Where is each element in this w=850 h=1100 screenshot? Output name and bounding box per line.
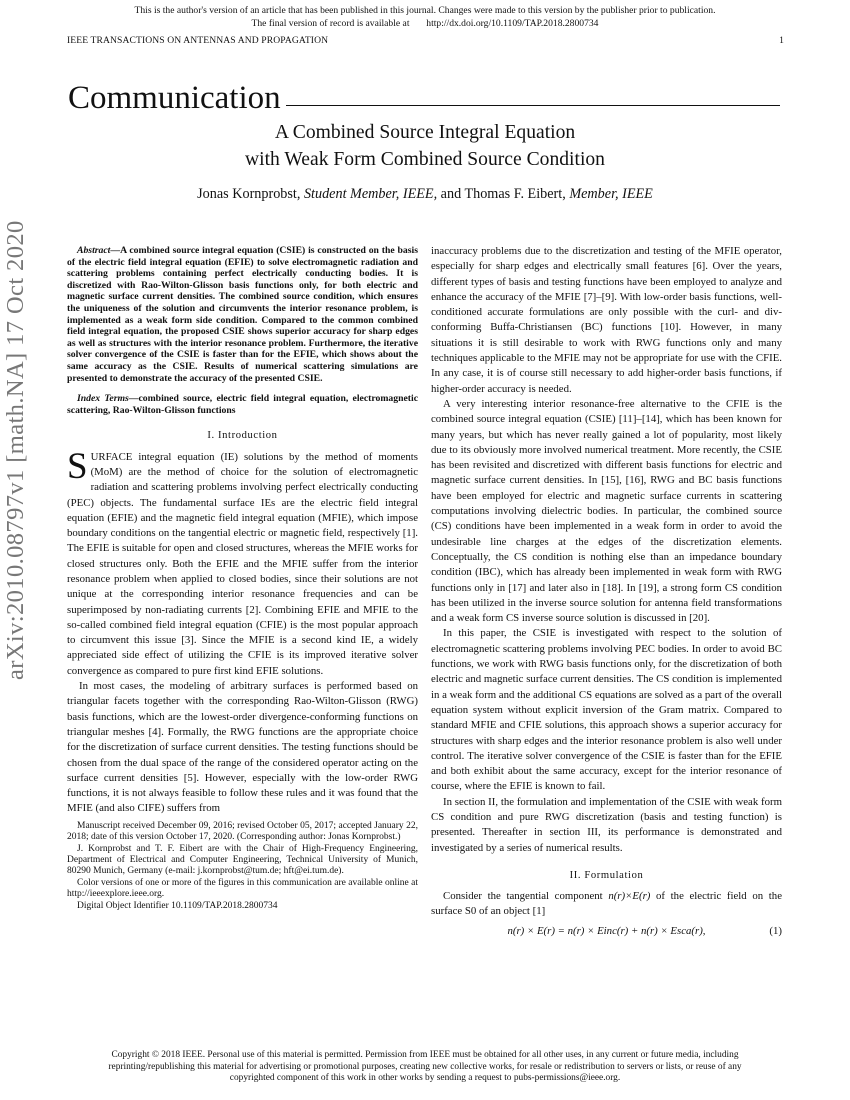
- footnotes: [67, 821, 418, 912]
- intro-paragraph-1-text: URFACE integral equation (IE) solutions by the method of moments (MoM) are the method of choice for the solution of electromagnetic radiation and scattering problems involving perfect electrically conducting (PEC) objects. The fundamental surface IEs are the electric field integral equation (EFIE) and the magnetic field integral equation (MFIE), which impose boundary conditions on the tangential electric or magnetic field, respectively [1]. The EFIE is suitable for open and closed structures, whereas the MFIE works for closed structures only. Both the EFIE and the MFIE suffer from the interior resonance problem when applied to closed bodies, since their solutions are not unique at the corresponding interior resonance frequencies and can be superimposed by non-radiating currents [2]. Combining EFIE and MFIE to the so-called combined field integral equation (CFIE) is the most popular approach to circumvent this issue [3]. Since the MFIE is a second kind IE, a widely appreciated side effect of utilizing the CFIE is its improved iterative solver convergence as compared to pure first kind EFIE solutions.: [67, 450, 418, 677]
- index-terms-text: —combined source, electric field integral equation, electromagnetic scattering, Rao-Wilton-Glisson functions: [67, 393, 418, 416]
- footnote-manuscript: Manuscript received December 09, 2016; revised October 05, 2017; accepted January 22, 2018; date of this version October 17, 2020. (Corresponding author: Jonas Kornprobst.): [67, 820, 418, 843]
- index-terms: [67, 393, 418, 416]
- author2-name: and Thomas F. Eibert,: [440, 186, 566, 202]
- paper-title-line1: A Combined Source Integral Equation: [274, 122, 576, 143]
- left-column: [67, 245, 418, 912]
- formulation-text-end: of the electric field on the surface S0 of an object [1]: [431, 890, 782, 918]
- index-terms-label: Index Terms: [77, 393, 129, 405]
- body-paragraph-4: In section II, the formulation and implementation of the CSIE with weak form CS condition and pure RWG discretization (basis and testing function) is presented. Thereafter in section III, its performance is demonstrated and investigated by a series of numerical results.: [431, 795, 782, 854]
- footnote-doi: Digital Object Identifier 10.1109/TAP.2018.2800734: [77, 900, 278, 911]
- publisher-notice-line1: This is the author's version of an article that has been published in this journal. Changes were made to this version by the publisher prior to publication.: [134, 5, 716, 16]
- intro-paragraph-1: [67, 445, 418, 679]
- author-list: [0, 184, 850, 204]
- arxiv-stamp: arXiv:2010.08797v1 [math.NA] 17 Oct 2020: [2, 220, 29, 680]
- section-heading-introduction: I. Introduction: [207, 430, 278, 442]
- section-label: Communication: [68, 80, 281, 116]
- body-paragraph-1: inaccuracy problems due to the discretization and testing of the MFIE operator, especially for sharp edges and electrically small features [6]. Over the years, different types of basis and testing functions have been employed to analyze and enhance the accuracy of the MFIE [7]–[9]. With low-order basis functions, well-conditioned accurate formulations are only possible with the curl- and div-conforming Buffa-Christiansen (BC) functions [10]. However, in many situations it is still desirable to work with RWG functions only and many techniques applicable to the MFIE may not be appropriate for use with the CFIE. In any case, it is of course still necessary to add higher-order basis functions, if higher-order accuracy is needed.: [431, 245, 782, 395]
- abstract-text: —A combined source integral equation (CSIE) is constructed on the basis of the electric field integral equation (EFIE) to solve electromagnetic radiation and scattering problems containing perfect electrically conducting bodies. It is discretized with Rao-Wilton-Glisson basis functions only, for both electric and magnetic surface current densities. The combined source condition, which ensures the uniqueness of the solution and circumvents the interior resonance problem, is implemented as a weak form side condition. Compared to the common combined field integral equation, the proposed CSIE shows superior accuracy for sharp edges as well as structures with the interior resonance problem. Furthermore, the iterative solver convergence of the CSIE is faster than for the EFIE, which shows about the same accuracy as the CSIE. Results of numerical scattering simulations are presented to demonstrate the accuracy of the presented CSIE.: [67, 245, 418, 384]
- author2-role: Member, IEEE: [569, 186, 653, 202]
- abstract-label: Abstract: [77, 245, 111, 256]
- author1-role: Student Member, IEEE,: [303, 186, 438, 202]
- body-paragraph-2: A very interesting interior resonance-free alternative to the CFIE is the combined source integral equation (CSIE) [11]–[14], which has been known for many years, but which has never really gained a lot of popularity, most likely due to its obviously more involved numerical treatment. More recently, the CSIE has been revisited and discretized with different basis functions for electric and magnetic surface current densities. In [15], [16], RWG and BC basis functions have been employed for electric and magnetic surface currents in scattering computations involving dielectric bodies. In particular, the combined source (CS) conditions have been implemented in a weak form in order to avoid the undesirable line charges at the edges of the discretization elements. Conceptually, the CS condition is nothing else than an impedance boundary condition (IBC), which has already been implemented in weak form with RWG functions only in [17] and later also in [18]. In [19], a strong form CS condition has been utilized in the inverse source solution for antenna field transformations and a weak form CS inverse source solution is discussed in [20].: [431, 397, 782, 625]
- page-number: 1: [779, 35, 784, 46]
- equation-1: [431, 924, 782, 939]
- equation-body: n(r) × E(r) = n(r) × Einc(r) + n(r) × Esca(r),: [507, 924, 706, 937]
- author1-name: Jonas Kornprobst,: [197, 186, 301, 202]
- drop-cap: S: [67, 445, 88, 487]
- copyright-notice: Copyright © 2018 IEEE. Personal use of this material is permitted. Permission from IEEE must be obtained for all other uses, in any current or future media, including reprinting/republishing this material for advertising or promotional purposes, creating new collective works, for resale or redistribution to servers or lists, or reuse of any copyrighted component of this work in other works by sending a request to pubs-permissions@ieee.org.: [108, 1050, 742, 1084]
- right-column: [431, 244, 782, 939]
- formulation-text-start: Consider the tangential component: [443, 890, 609, 903]
- formulation-paragraph: [431, 889, 782, 920]
- intro-paragraph-2: In most cases, the modeling of arbitrary surfaces is performed based on triangular facets together with the corresponding Rao-Wilton-Glisson (RWG) basis functions, which are the lowest-order divergence-conforming functions on triangular meshes [4]. Formally, the RWG functions are the appropriate choice for the discretization of surface current densities. The testing functions should be chosen from the dual space of the range of the considered operator acting on the surface current densities [5]. However, especially with the low-order RWG functions, it is not always feasible to follow these rules and it was found that the MFIE (and also CIFE) suffers from: [67, 680, 418, 815]
- paper-title-line2: with Weak Form Combined Source Condition: [245, 149, 605, 170]
- footnote-color: Color versions of one or more of the figures in this communication are available online at http://ieeexplore.ieee.org.: [67, 877, 418, 900]
- section-rule: [286, 105, 780, 106]
- formulation-expression: n(r)×E(r): [608, 890, 651, 903]
- footnote-affiliation: J. Kornprobst and T. F. Eibert are with the Chair of High-Frequency Engineering, Department of Electrical and Computer Engineering, Technical University of Munich, 80290 Munich, Germany (e-mail: j.kornprobst@tum.de; hft@ei.tum.de).: [67, 843, 418, 877]
- body-paragraph-3: In this paper, the CSIE is investigated with respect to the solution of electromagnetic scattering problems involving PEC bodies. In order to avoid BC functions, we work with RWG basis functions only, for the discretization of both electric and magnetic surface current densities. The CS condition is implemented in a weak form and the additional CS equations are solved as a part of the overall equation system without explicit inversion of the Gram matrix. Compared to standard MFIE and CFIE solutions, this approach shows a superior accuracy for structures with sharp edges and the interior resonance problem is also well under control. The iterative solver convergence of the CSIE is faster than for the EFIE and both exhibit about the same accuracy, except for the interior resonance of course, where the EFIE is known to fail.: [431, 627, 782, 793]
- section-heading-formulation: II. Formulation: [569, 869, 644, 881]
- equation-number: (1): [769, 924, 782, 937]
- publisher-notice-line2: The final version of record is available at http://dx.doi.org/10.1109/TAP.2018.2800734: [251, 17, 599, 29]
- journal-name: IEEE TRANSACTIONS ON ANTENNAS AND PROPAGATION: [67, 35, 329, 46]
- abstract: [67, 245, 418, 384]
